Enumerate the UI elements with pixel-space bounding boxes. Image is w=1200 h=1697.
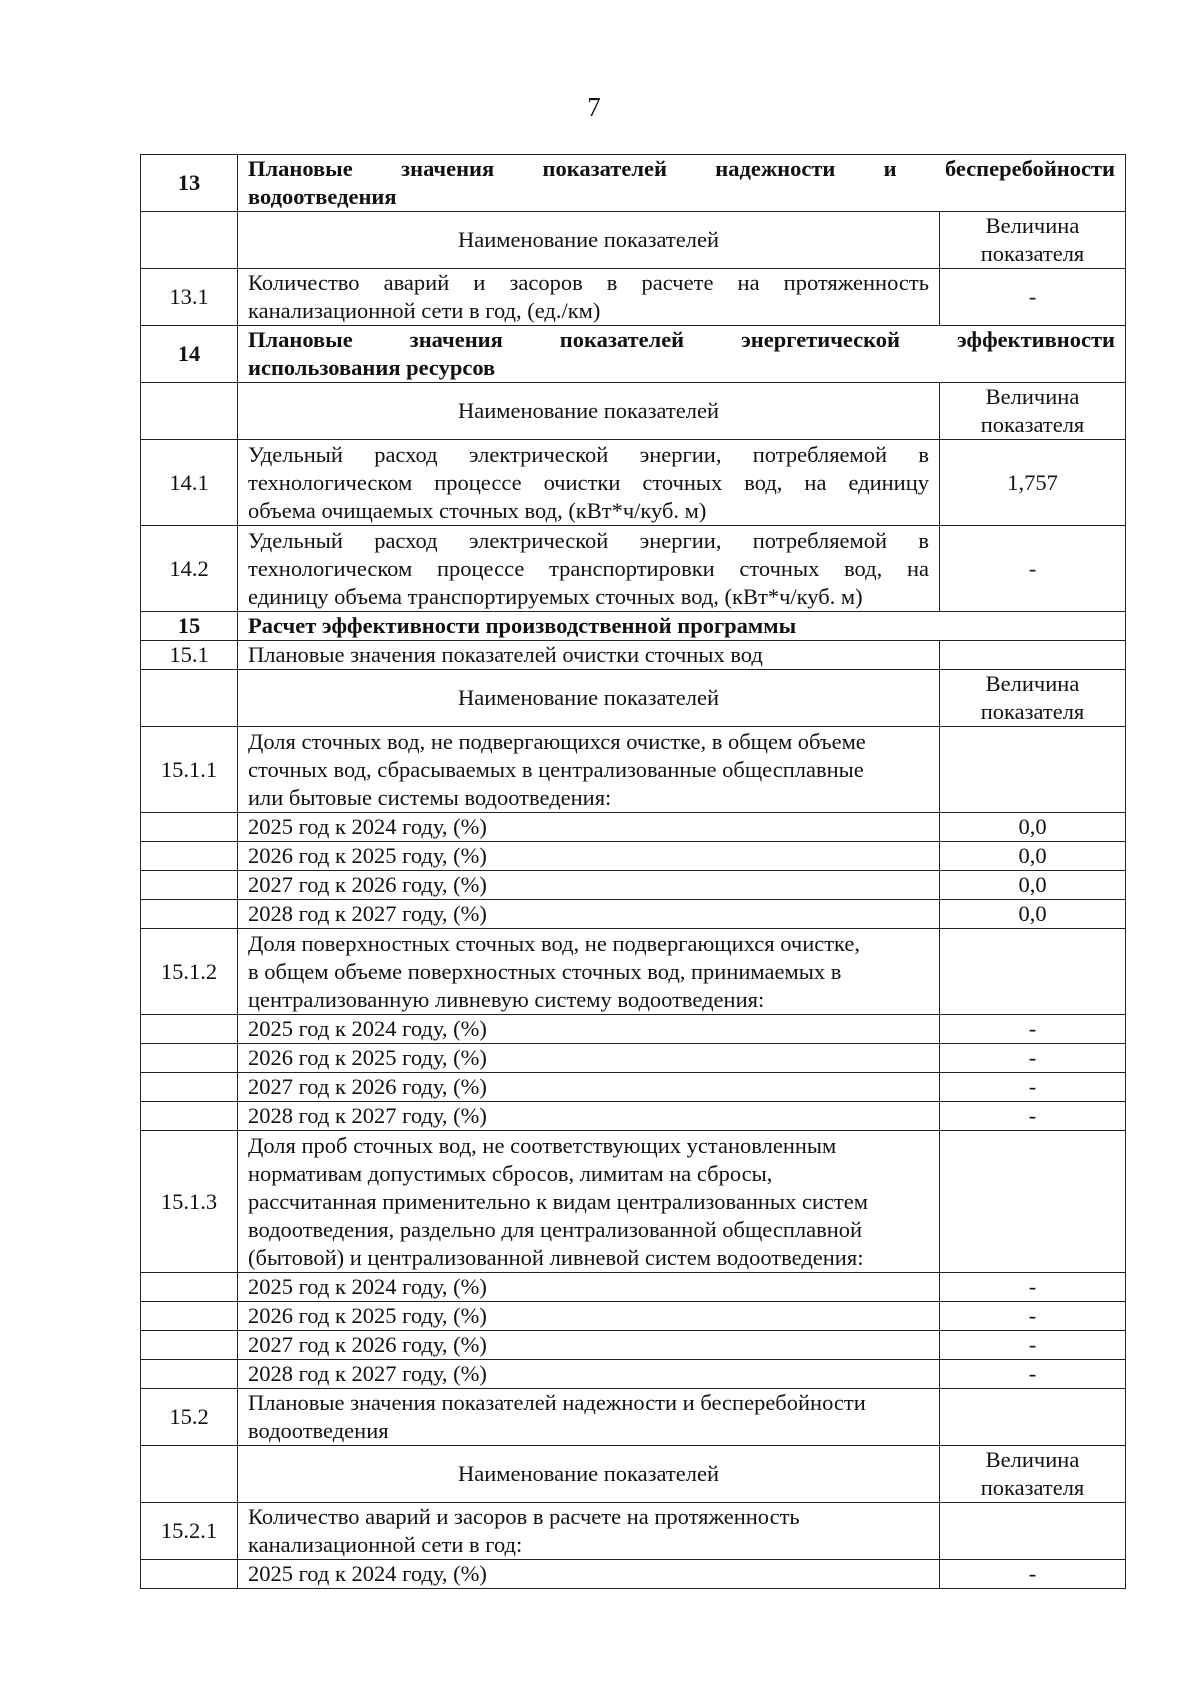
year-label: 2028 год к 2027 году, (%) xyxy=(238,900,940,929)
section-title: Плановые значения показателей надежности и бесперебойности водоотведения xyxy=(238,155,1126,212)
table-row xyxy=(141,929,1126,1015)
value-header: Величина показателя xyxy=(940,670,1126,727)
year-row xyxy=(141,871,1126,900)
section-number: 14 xyxy=(141,326,238,383)
year-label: 2026 год к 2025 году, (%) xyxy=(238,842,940,871)
name-header: Наименование показателей xyxy=(238,212,940,269)
column-header-row xyxy=(141,383,1126,440)
year-value: 0,0 xyxy=(940,871,1126,900)
row-name: Доля проб сточных вод, не соответствующих установленным нормативам допустимых сбросов, лимитам на сбросы, рассчитанная применительно к видам централизованных систем водоотведения, раздельно для централизованной общесплавной (бытовой) и централизованной ливневой систем водоотведения: xyxy=(238,1131,940,1273)
empty-cell xyxy=(141,670,238,727)
name-header: Наименование показателей xyxy=(238,1446,940,1503)
row-name: Удельный расход электрической энергии, потребляемой в технологическом процессе очистки сточных вод, на единицу объема очищаемых сточных вод, (кВт*ч/куб. м) xyxy=(238,440,940,526)
year-label: 2025 год к 2024 году, (%) xyxy=(238,1273,940,1302)
year-row xyxy=(141,1273,1126,1302)
table-row xyxy=(141,526,1126,612)
row-value xyxy=(940,641,1126,670)
row-number: 14.2 xyxy=(141,526,238,612)
year-label: 2028 год к 2027 году, (%) xyxy=(238,1360,940,1389)
column-header-row xyxy=(141,670,1126,727)
empty-cell xyxy=(141,383,238,440)
section-title: Расчет эффективности производственной программы xyxy=(238,612,1126,641)
row-number: 15.1.3 xyxy=(141,1131,238,1273)
year-value: 0,0 xyxy=(940,900,1126,929)
row-number: 15.1 xyxy=(141,641,238,670)
row-value xyxy=(940,1389,1126,1446)
year-value: - xyxy=(940,1044,1126,1073)
year-row xyxy=(141,1102,1126,1131)
row-number: 15.1.1 xyxy=(141,727,238,813)
year-row xyxy=(141,1073,1126,1102)
year-value: - xyxy=(940,1560,1126,1589)
table-row xyxy=(141,1131,1126,1273)
value-header: Величина показателя xyxy=(940,1446,1126,1503)
column-header-row xyxy=(141,212,1126,269)
subsection-15-2 xyxy=(141,1389,1126,1446)
column-header-row xyxy=(141,1446,1126,1503)
empty-cell xyxy=(141,212,238,269)
year-row xyxy=(141,1302,1126,1331)
row-name: Доля сточных вод, не подвергающихся очистке, в общем объеме сточных вод, сбрасываемых в централизованные общесплавные или бытовые системы водоотведения: xyxy=(238,727,940,813)
row-value: 1,757 xyxy=(940,440,1126,526)
row-number: 14.1 xyxy=(141,440,238,526)
year-label: 2025 год к 2024 году, (%) xyxy=(238,1560,940,1589)
section-15-header xyxy=(141,612,1126,641)
year-label: 2025 год к 2024 году, (%) xyxy=(238,813,940,842)
table-row xyxy=(141,440,1126,526)
section-number: 13 xyxy=(141,155,238,212)
year-value: - xyxy=(940,1102,1126,1131)
year-row xyxy=(141,842,1126,871)
value-header: Величина показателя xyxy=(940,383,1126,440)
row-number: 15.1.2 xyxy=(141,929,238,1015)
row-number: 15.2.1 xyxy=(141,1503,238,1560)
year-value: - xyxy=(940,1302,1126,1331)
year-row xyxy=(141,1015,1126,1044)
year-row xyxy=(141,1560,1126,1589)
year-value: - xyxy=(940,1360,1126,1389)
table-row xyxy=(141,727,1126,813)
year-value: - xyxy=(940,1273,1126,1302)
section-13-header xyxy=(141,155,1126,212)
year-label: 2027 год к 2026 году, (%) xyxy=(238,1073,940,1102)
row-value xyxy=(940,727,1126,813)
year-value: 0,0 xyxy=(940,813,1126,842)
year-value: - xyxy=(940,1073,1126,1102)
row-value xyxy=(940,1131,1126,1273)
name-header: Наименование показателей xyxy=(238,383,940,440)
row-name: Доля поверхностных сточных вод, не подвергающихся очистке, в общем объеме поверхностных сточных вод, принимаемых в централизованную ливневую систему водоотведения: xyxy=(238,929,940,1015)
year-label: 2026 год к 2025 году, (%) xyxy=(238,1302,940,1331)
indicators-table xyxy=(140,154,1126,1589)
year-value: - xyxy=(940,1015,1126,1044)
row-name: Удельный расход электрической энергии, потребляемой в технологическом процессе транспортировки сточных вод, на единицу объема транспортируемых сточных вод, (кВт*ч/куб. м) xyxy=(238,526,940,612)
section-number: 15 xyxy=(141,612,238,641)
value-header: Величина показателя xyxy=(940,212,1126,269)
section-title: Плановые значения показателей энергетической эффективности использования ресурсов xyxy=(238,326,1126,383)
table-row xyxy=(141,269,1126,326)
empty-cell xyxy=(141,1446,238,1503)
year-label: 2025 год к 2024 году, (%) xyxy=(238,1015,940,1044)
page-number: 7 xyxy=(587,92,601,122)
year-label: 2027 год к 2026 году, (%) xyxy=(238,1331,940,1360)
row-number: 13.1 xyxy=(141,269,238,326)
year-label: 2028 год к 2027 году, (%) xyxy=(238,1102,940,1131)
row-name: Плановые значения показателей надежности и бесперебойности водоотведения xyxy=(238,1389,940,1446)
row-number: 15.2 xyxy=(141,1389,238,1446)
row-value xyxy=(940,929,1126,1015)
year-row xyxy=(141,1360,1126,1389)
year-label: 2027 год к 2026 году, (%) xyxy=(238,871,940,900)
row-name: Плановые значения показателей очистки сточных вод xyxy=(238,641,940,670)
row-name: Количество аварий и засоров в расчете на протяженность канализационной сети в год: xyxy=(238,1503,940,1560)
subsection-15-1 xyxy=(141,641,1126,670)
section-14-header xyxy=(141,326,1126,383)
year-row xyxy=(141,1331,1126,1360)
row-value xyxy=(940,1503,1126,1560)
year-value: - xyxy=(940,1331,1126,1360)
year-value: 0,0 xyxy=(940,842,1126,871)
name-header: Наименование показателей xyxy=(238,670,940,727)
year-row xyxy=(141,1044,1126,1073)
table-row xyxy=(141,1503,1126,1560)
row-name: Количество аварий и засоров в расчете на протяженность канализационной сети в год, (ед./км) xyxy=(238,269,940,326)
row-value: - xyxy=(940,526,1126,612)
year-row xyxy=(141,900,1126,929)
year-row xyxy=(141,813,1126,842)
row-value: - xyxy=(940,269,1126,326)
year-label: 2026 год к 2025 году, (%) xyxy=(238,1044,940,1073)
